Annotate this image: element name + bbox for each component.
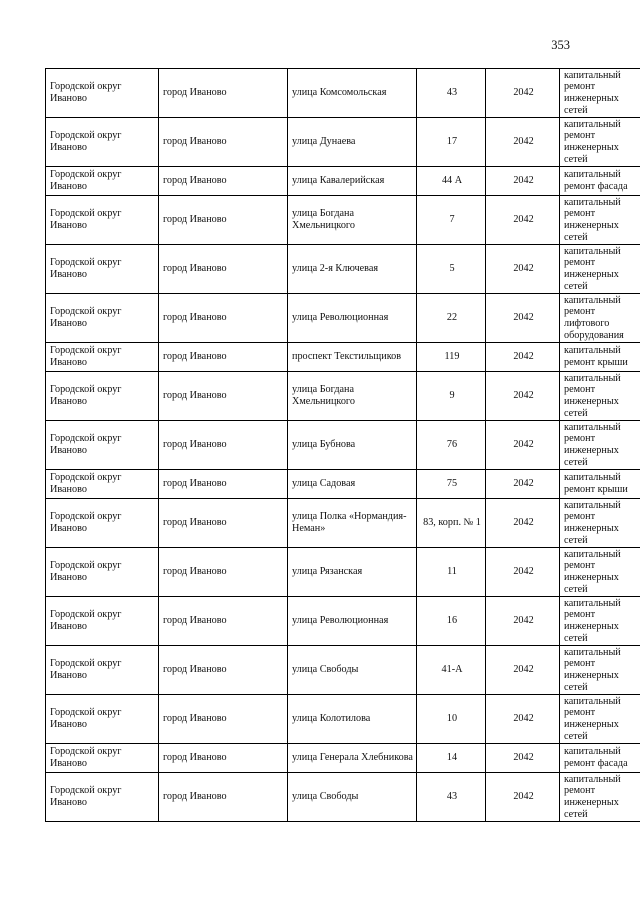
work-type-cell: капитальный ремонт инженерных сетей bbox=[560, 118, 640, 167]
city-cell: город Иваново bbox=[159, 343, 288, 372]
street-cell: улица Революционная bbox=[288, 597, 417, 646]
district-cell: Городской округ Иваново bbox=[46, 69, 159, 118]
district-cell: Городской округ Иваново bbox=[46, 343, 159, 372]
city-cell: город Иваново bbox=[159, 597, 288, 646]
street-cell: улица Дунаева bbox=[288, 118, 417, 167]
table-row bbox=[46, 196, 640, 245]
street-cell: улица Рязанская bbox=[288, 548, 417, 597]
work-type-cell: капитальный ремонт инженерных сетей bbox=[560, 773, 640, 822]
year-cell: 2042 bbox=[486, 245, 560, 294]
house-number-cell: 17 bbox=[417, 118, 486, 167]
city-cell: город Иваново bbox=[159, 421, 288, 470]
table-row bbox=[46, 470, 640, 499]
city-cell: город Иваново bbox=[159, 548, 288, 597]
city-cell: город Иваново bbox=[159, 695, 288, 744]
work-type-cell: капитальный ремонт инженерных сетей bbox=[560, 196, 640, 245]
work-type-cell: капитальный ремонт инженерных сетей bbox=[560, 69, 640, 118]
street-cell: улица 2-я Ключевая bbox=[288, 245, 417, 294]
work-type-cell: капитальный ремонт инженерных сетей bbox=[560, 372, 640, 421]
city-cell: город Иваново bbox=[159, 294, 288, 343]
table-row bbox=[46, 421, 640, 470]
year-cell: 2042 bbox=[486, 499, 560, 548]
work-type-cell: капитальный ремонт инженерных сетей bbox=[560, 499, 640, 548]
table-row bbox=[46, 695, 640, 744]
work-type-cell: капитальный ремонт инженерных сетей bbox=[560, 421, 640, 470]
district-cell: Городской округ Иваново bbox=[46, 548, 159, 597]
year-cell: 2042 bbox=[486, 773, 560, 822]
work-type-cell: капитальный ремонт инженерных сетей bbox=[560, 548, 640, 597]
year-cell: 2042 bbox=[486, 294, 560, 343]
street-cell: улица Свободы bbox=[288, 773, 417, 822]
house-number-cell: 43 bbox=[417, 69, 486, 118]
house-number-cell: 44 А bbox=[417, 167, 486, 196]
street-cell: улица Богдана Хмельницкого bbox=[288, 372, 417, 421]
city-cell: город Иваново bbox=[159, 372, 288, 421]
work-type-cell: капитальный ремонт крыши bbox=[560, 343, 640, 372]
house-number-cell: 41-А bbox=[417, 646, 486, 695]
house-number-cell: 10 bbox=[417, 695, 486, 744]
year-cell: 2042 bbox=[486, 695, 560, 744]
repair-schedule-table bbox=[45, 68, 640, 822]
house-number-cell: 5 bbox=[417, 245, 486, 294]
street-cell: улица Генерала Хлебникова bbox=[288, 744, 417, 773]
district-cell: Городской округ Иваново bbox=[46, 646, 159, 695]
year-cell: 2042 bbox=[486, 69, 560, 118]
table-row bbox=[46, 744, 640, 773]
house-number-cell: 7 bbox=[417, 196, 486, 245]
year-cell: 2042 bbox=[486, 470, 560, 499]
year-cell: 2042 bbox=[486, 548, 560, 597]
year-cell: 2042 bbox=[486, 118, 560, 167]
city-cell: город Иваново bbox=[159, 245, 288, 294]
street-cell: улица Колотилова bbox=[288, 695, 417, 744]
work-type-cell: капитальный ремонт лифтового оборудования bbox=[560, 294, 640, 343]
district-cell: Городской округ Иваново bbox=[46, 167, 159, 196]
house-number-cell: 16 bbox=[417, 597, 486, 646]
street-cell: улица Свободы bbox=[288, 646, 417, 695]
table-row bbox=[46, 69, 640, 118]
house-number-cell: 14 bbox=[417, 744, 486, 773]
house-number-cell: 75 bbox=[417, 470, 486, 499]
city-cell: город Иваново bbox=[159, 167, 288, 196]
table-row bbox=[46, 499, 640, 548]
table-row bbox=[46, 773, 640, 822]
house-number-cell: 43 bbox=[417, 773, 486, 822]
table-row bbox=[46, 118, 640, 167]
table-row bbox=[46, 294, 640, 343]
district-cell: Городской округ Иваново bbox=[46, 695, 159, 744]
table-row bbox=[46, 245, 640, 294]
work-type-cell: капитальный ремонт фасада bbox=[560, 167, 640, 196]
street-cell: улица Садовая bbox=[288, 470, 417, 499]
district-cell: Городской округ Иваново bbox=[46, 597, 159, 646]
work-type-cell: капитальный ремонт инженерных сетей bbox=[560, 597, 640, 646]
district-cell: Городской округ Иваново bbox=[46, 372, 159, 421]
work-type-cell: капитальный ремонт крыши bbox=[560, 470, 640, 499]
table-row bbox=[46, 548, 640, 597]
house-number-cell: 11 bbox=[417, 548, 486, 597]
district-cell: Городской округ Иваново bbox=[46, 294, 159, 343]
year-cell: 2042 bbox=[486, 372, 560, 421]
work-type-cell: капитальный ремонт инженерных сетей bbox=[560, 245, 640, 294]
district-cell: Городской округ Иваново bbox=[46, 499, 159, 548]
district-cell: Городской округ Иваново bbox=[46, 245, 159, 294]
house-number-cell: 76 bbox=[417, 421, 486, 470]
district-cell: Городской округ Иваново bbox=[46, 470, 159, 499]
work-type-cell: капитальный ремонт инженерных сетей bbox=[560, 646, 640, 695]
house-number-cell: 22 bbox=[417, 294, 486, 343]
year-cell: 2042 bbox=[486, 167, 560, 196]
street-cell: улица Богдана Хмельницкого bbox=[288, 196, 417, 245]
year-cell: 2042 bbox=[486, 744, 560, 773]
street-cell: улица Революционная bbox=[288, 294, 417, 343]
city-cell: город Иваново bbox=[159, 470, 288, 499]
year-cell: 2042 bbox=[486, 597, 560, 646]
table-row bbox=[46, 597, 640, 646]
city-cell: город Иваново bbox=[159, 196, 288, 245]
city-cell: город Иваново bbox=[159, 744, 288, 773]
house-number-cell: 119 bbox=[417, 343, 486, 372]
district-cell: Городской округ Иваново bbox=[46, 196, 159, 245]
table-row bbox=[46, 646, 640, 695]
city-cell: город Иваново bbox=[159, 773, 288, 822]
street-cell: улица Полка «Нормандия-Неман» bbox=[288, 499, 417, 548]
street-cell: улица Бубнова bbox=[288, 421, 417, 470]
city-cell: город Иваново bbox=[159, 646, 288, 695]
year-cell: 2042 bbox=[486, 421, 560, 470]
table-row bbox=[46, 167, 640, 196]
year-cell: 2042 bbox=[486, 646, 560, 695]
year-cell: 2042 bbox=[486, 196, 560, 245]
street-cell: улица Комсомольская bbox=[288, 69, 417, 118]
city-cell: город Иваново bbox=[159, 499, 288, 548]
street-cell: улица Кавалерийская bbox=[288, 167, 417, 196]
district-cell: Городской округ Иваново bbox=[46, 118, 159, 167]
district-cell: Городской округ Иваново bbox=[46, 744, 159, 773]
work-type-cell: капитальный ремонт инженерных сетей bbox=[560, 695, 640, 744]
house-number-cell: 9 bbox=[417, 372, 486, 421]
house-number-cell: 83, корп. № 1 bbox=[417, 499, 486, 548]
street-cell: проспект Текстильщиков bbox=[288, 343, 417, 372]
district-cell: Городской округ Иваново bbox=[46, 421, 159, 470]
city-cell: город Иваново bbox=[159, 118, 288, 167]
work-type-cell: капитальный ремонт фасада bbox=[560, 744, 640, 773]
table-row bbox=[46, 343, 640, 372]
city-cell: город Иваново bbox=[159, 69, 288, 118]
page-number: 353 bbox=[551, 38, 570, 52]
district-cell: Городской округ Иваново bbox=[46, 773, 159, 822]
table-row bbox=[46, 372, 640, 421]
year-cell: 2042 bbox=[486, 343, 560, 372]
